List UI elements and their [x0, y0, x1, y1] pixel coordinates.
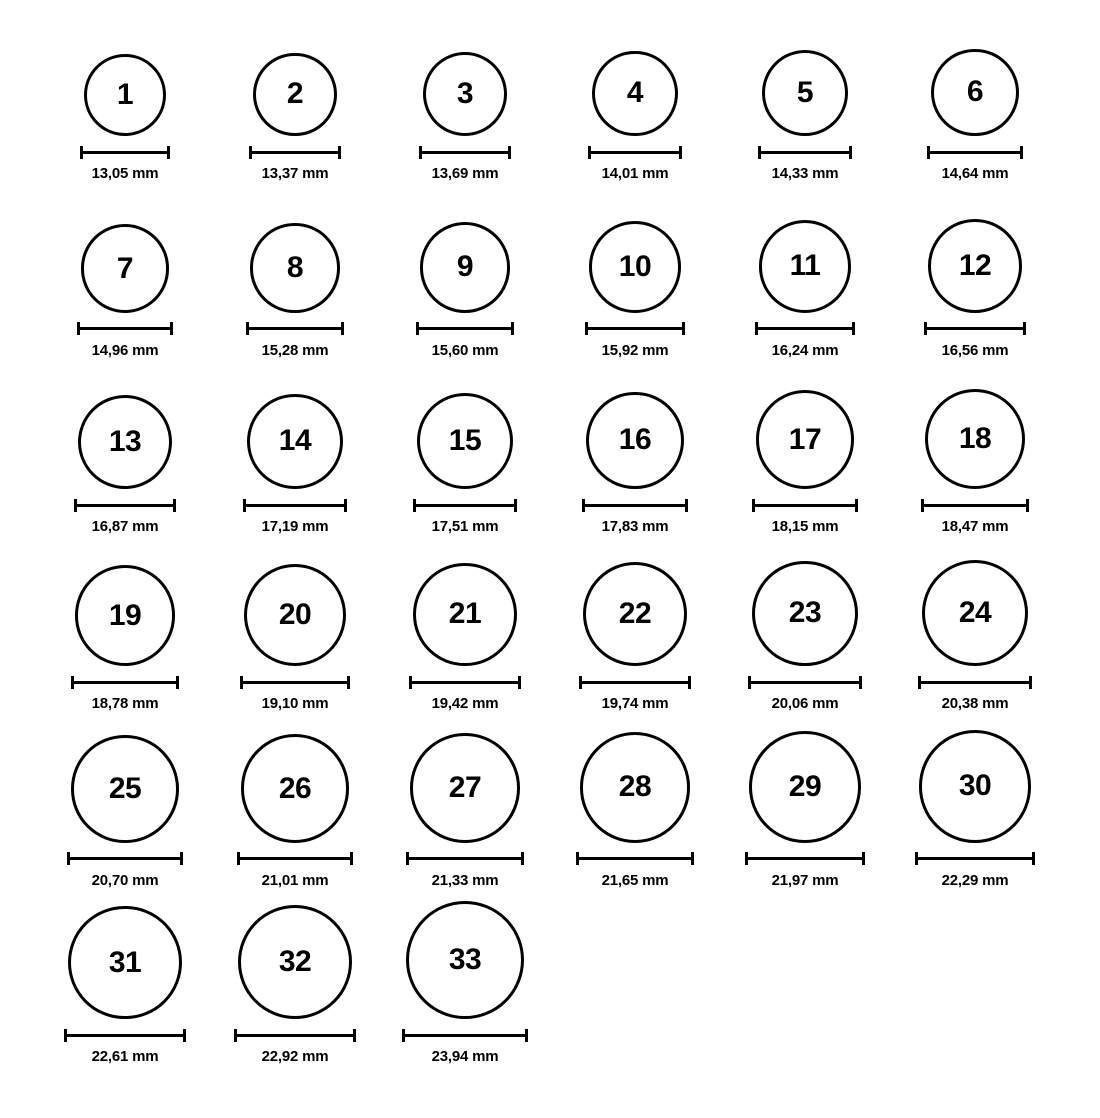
diameter-label: 22,29 mm	[941, 871, 1009, 889]
ring-circle-wrap	[380, 548, 550, 666]
diameter-measure-bar	[752, 498, 859, 512]
measure-cap-right-icon	[1020, 146, 1023, 159]
ring-size-cell	[40, 371, 210, 548]
ring-size-cell	[40, 18, 210, 195]
ring-size-number: 6	[966, 75, 984, 109]
measure-cap-left-icon	[588, 146, 591, 159]
ring-size-cell	[720, 371, 890, 548]
ring-circle	[925, 389, 1025, 489]
diameter-measure-bar	[406, 852, 523, 866]
diameter-measure-bar	[413, 498, 518, 512]
ring-size-number: 13	[108, 425, 142, 459]
diameter-label: 22,61 mm	[91, 1048, 159, 1066]
ring-size-cell	[40, 901, 210, 1078]
diameter-label: 20,38 mm	[941, 695, 1009, 712]
measure-cap-left-icon	[237, 852, 240, 865]
ring-circle-wrap	[40, 195, 210, 313]
ring-size-cell	[210, 548, 380, 725]
ring-size-chart	[0, 18, 1100, 1118]
ring-size-number: 1	[116, 78, 134, 111]
ring-size-number: 5	[796, 75, 814, 109]
ring-size-cell	[890, 195, 1060, 372]
measure-cap-left-icon	[409, 676, 412, 689]
measure-cap-left-icon	[918, 676, 921, 689]
measure-cap-right-icon	[344, 499, 347, 512]
measure-cap-right-icon	[511, 322, 514, 335]
ring-circle-wrap	[40, 725, 210, 843]
ring-circle	[749, 731, 860, 842]
ring-circle-wrap	[380, 18, 550, 136]
ring-size-cell	[40, 725, 210, 902]
diameter-label: 14,33 mm	[771, 165, 839, 182]
ring-size-number: 25	[108, 772, 142, 806]
ring-circle-wrap	[210, 195, 380, 313]
diameter-measure-bar	[243, 498, 347, 512]
ring-size-cell	[890, 548, 1060, 725]
ring-circle-wrap	[380, 901, 550, 1019]
measure-cap-right-icon	[862, 852, 865, 865]
ring-size-cell	[890, 371, 1060, 548]
diameter-label: 13,69 mm	[431, 165, 499, 182]
ring-circle-wrap	[550, 548, 720, 666]
measure-cap-left-icon	[249, 146, 252, 159]
diameter-measure-bar	[402, 1028, 528, 1042]
ring-circle-wrap	[890, 371, 1060, 489]
ring-circle	[928, 219, 1022, 313]
ring-circle	[247, 394, 343, 490]
ring-circle	[922, 560, 1028, 666]
ring-circle-wrap	[40, 18, 210, 136]
ring-size-number: 18	[958, 422, 992, 456]
diameter-measure-bar	[927, 145, 1022, 159]
ring-size-cell	[550, 725, 720, 902]
measure-cap-left-icon	[402, 1029, 405, 1042]
ring-circle-wrap	[210, 371, 380, 489]
ring-circle-wrap	[720, 548, 890, 666]
diameter-label: 18,47 mm	[941, 518, 1009, 536]
measure-cap-right-icon	[341, 322, 344, 335]
diameter-measure-bar	[758, 145, 852, 159]
ring-circle-wrap	[380, 195, 550, 313]
ring-size-number: 3	[456, 76, 474, 110]
measure-cap-left-icon	[67, 852, 70, 865]
measure-cap-right-icon	[1032, 852, 1035, 865]
ring-size-cell	[550, 195, 720, 372]
diameter-label: 14,64 mm	[941, 165, 1009, 182]
ring-circle-wrap	[890, 548, 1060, 666]
ring-circle-wrap	[40, 371, 210, 489]
diameter-measure-bar	[77, 322, 173, 336]
diameter-measure-bar	[576, 852, 694, 866]
diameter-measure-bar	[419, 145, 511, 159]
ring-size-cell	[380, 725, 550, 902]
ring-circle	[592, 51, 677, 136]
measure-cap-right-icon	[849, 146, 852, 159]
measure-cap-left-icon	[77, 322, 80, 335]
ring-circle-wrap	[550, 18, 720, 136]
ring-circle	[586, 392, 684, 490]
diameter-label: 21,97 mm	[771, 871, 839, 889]
diameter-measure-bar	[67, 852, 182, 866]
ring-size-number: 4	[626, 76, 644, 110]
ring-circle-wrap	[550, 371, 720, 489]
diameter-label: 16,87 mm	[91, 518, 159, 536]
ring-size-cell	[380, 371, 550, 548]
ring-circle-wrap	[890, 18, 1060, 136]
measure-cap-left-icon	[924, 322, 927, 335]
ring-size-number: 24	[958, 595, 992, 629]
ring-size-number: 17	[788, 422, 822, 456]
measure-cap-right-icon	[176, 676, 179, 689]
ring-circle-wrap	[210, 18, 380, 136]
ring-circle	[759, 220, 852, 313]
diameter-label: 17,51 mm	[431, 518, 499, 536]
measure-cap-right-icon	[852, 322, 855, 335]
measure-cap-right-icon	[347, 676, 350, 689]
ring-size-number: 2	[286, 77, 304, 111]
diameter-measure-bar	[80, 145, 170, 159]
ring-size-number: 32	[278, 945, 312, 979]
diameter-label: 13,37 mm	[261, 165, 329, 182]
measure-cap-left-icon	[243, 499, 246, 512]
measure-cap-left-icon	[748, 676, 751, 689]
ring-circle	[250, 223, 339, 312]
ring-circle-wrap	[720, 195, 890, 313]
diameter-label: 20,70 mm	[91, 871, 159, 889]
ring-size-number: 11	[789, 249, 821, 283]
measure-cap-left-icon	[234, 1029, 237, 1042]
ring-circle-wrap	[720, 725, 890, 843]
measure-cap-left-icon	[71, 676, 74, 689]
diameter-label: 20,06 mm	[771, 695, 839, 712]
ring-circle	[589, 221, 680, 312]
diameter-label: 21,01 mm	[261, 871, 329, 889]
ring-size-number: 9	[456, 250, 474, 284]
ring-circle-wrap	[40, 901, 210, 1019]
ring-size-number: 31	[108, 945, 142, 979]
measure-cap-right-icon	[521, 852, 524, 865]
diameter-label: 19,10 mm	[261, 695, 329, 712]
measure-cap-left-icon	[758, 146, 761, 159]
diameter-measure-bar	[921, 498, 1029, 512]
diameter-measure-bar	[588, 145, 681, 159]
diameter-label: 14,01 mm	[601, 165, 669, 182]
measure-cap-right-icon	[167, 146, 170, 159]
measure-cap-right-icon	[508, 146, 511, 159]
measure-cap-left-icon	[752, 499, 755, 512]
measure-cap-right-icon	[688, 676, 691, 689]
ring-circle	[580, 732, 690, 842]
diameter-label: 18,15 mm	[771, 518, 839, 536]
diameter-label: 17,83 mm	[601, 518, 669, 536]
ring-circle-wrap	[720, 371, 890, 489]
measure-cap-right-icon	[685, 499, 688, 512]
measure-cap-right-icon	[859, 676, 862, 689]
ring-size-cell	[720, 725, 890, 902]
ring-circle	[762, 50, 848, 136]
diameter-label: 19,74 mm	[601, 695, 669, 712]
ring-size-cell	[890, 18, 1060, 195]
ring-size-number: 27	[448, 770, 482, 804]
diameter-label: 13,05 mm	[91, 165, 159, 182]
ring-size-cell	[720, 195, 890, 372]
measure-cap-left-icon	[745, 852, 748, 865]
measure-cap-left-icon	[406, 852, 409, 865]
ring-size-cell	[720, 18, 890, 195]
ring-size-number: 23	[788, 596, 822, 630]
ring-size-cell	[210, 725, 380, 902]
diameter-label: 15,60 mm	[431, 341, 499, 359]
ring-circle	[417, 393, 514, 490]
measure-cap-left-icon	[419, 146, 422, 159]
ring-size-number: 21	[448, 597, 482, 631]
ring-circle-wrap	[890, 725, 1060, 843]
ring-size-number: 16	[618, 423, 652, 457]
diameter-measure-bar	[237, 852, 353, 866]
measure-cap-left-icon	[64, 1029, 67, 1042]
ring-circle-wrap	[210, 725, 380, 843]
diameter-label: 16,24 mm	[771, 341, 839, 359]
diameter-measure-bar	[240, 675, 350, 689]
measure-cap-right-icon	[1026, 499, 1029, 512]
diameter-label: 16,56 mm	[941, 341, 1009, 359]
ring-circle	[238, 905, 353, 1020]
ring-size-cell	[40, 548, 210, 725]
ring-size-cell	[210, 195, 380, 372]
measure-cap-left-icon	[246, 322, 249, 335]
ring-size-number: 26	[278, 771, 312, 805]
ring-size-cell	[720, 548, 890, 725]
ring-size-cell	[550, 18, 720, 195]
ring-circle	[253, 53, 336, 136]
diameter-measure-bar	[234, 1028, 357, 1042]
ring-size-cell	[380, 548, 550, 725]
measure-cap-left-icon	[74, 499, 77, 512]
diameter-label: 15,92 mm	[601, 341, 669, 359]
ring-circle-wrap	[550, 725, 720, 843]
ring-circle-wrap	[210, 901, 380, 1019]
ring-circle	[420, 222, 510, 312]
ring-circle	[583, 562, 687, 666]
diameter-label: 18,78 mm	[91, 695, 159, 712]
measure-cap-left-icon	[921, 499, 924, 512]
diameter-measure-bar	[579, 675, 691, 689]
ring-size-number: 28	[618, 770, 652, 804]
diameter-measure-bar	[416, 322, 514, 336]
ring-circle	[241, 734, 349, 842]
ring-size-cell	[40, 195, 210, 372]
diameter-measure-bar	[924, 322, 1026, 336]
ring-size-number: 29	[788, 769, 822, 803]
measure-cap-right-icon	[855, 499, 858, 512]
ring-size-number: 8	[286, 250, 304, 284]
ring-size-cell	[210, 18, 380, 195]
ring-circle	[423, 52, 507, 136]
diameter-measure-bar	[582, 498, 688, 512]
measure-cap-right-icon	[338, 146, 341, 159]
measure-cap-right-icon	[350, 852, 353, 865]
ring-circle	[244, 564, 346, 666]
diameter-measure-bar	[915, 852, 1036, 866]
ring-circle	[756, 390, 855, 489]
ring-circle	[75, 565, 176, 666]
diameter-measure-bar	[246, 322, 343, 336]
diameter-measure-bar	[64, 1028, 186, 1042]
ring-size-number: 19	[108, 598, 142, 632]
measure-cap-right-icon	[679, 146, 682, 159]
ring-size-number: 15	[448, 423, 482, 457]
ring-circle	[78, 395, 173, 490]
ring-circle	[81, 224, 169, 312]
measure-cap-right-icon	[691, 852, 694, 865]
measure-cap-left-icon	[413, 499, 416, 512]
ring-size-cell	[550, 548, 720, 725]
ring-circle	[752, 561, 857, 666]
diameter-label: 21,33 mm	[431, 871, 499, 889]
measure-cap-left-icon	[927, 146, 930, 159]
ring-circle	[919, 730, 1032, 843]
diameter-measure-bar	[585, 322, 684, 336]
measure-cap-left-icon	[582, 499, 585, 512]
measure-cap-right-icon	[353, 1029, 356, 1042]
diameter-label: 19,42 mm	[431, 695, 499, 712]
ring-size-number: 10	[618, 249, 652, 283]
measure-cap-left-icon	[755, 322, 758, 335]
measure-cap-right-icon	[518, 676, 521, 689]
ring-size-cell	[380, 901, 550, 1078]
ring-size-cell	[380, 195, 550, 372]
diameter-label: 21,65 mm	[601, 871, 669, 889]
ring-circle	[410, 733, 519, 842]
ring-circle-wrap	[550, 195, 720, 313]
ring-size-cell	[550, 371, 720, 548]
diameter-measure-bar	[745, 852, 864, 866]
ring-size-cell	[210, 901, 380, 1078]
ring-circle	[413, 563, 516, 666]
ring-circle-wrap	[890, 195, 1060, 313]
ring-circle-wrap	[380, 371, 550, 489]
measure-cap-right-icon	[183, 1029, 186, 1042]
ring-size-number: 33	[448, 943, 482, 977]
diameter-label: 17,19 mm	[261, 518, 329, 536]
ring-circle-wrap	[380, 725, 550, 843]
ring-circle	[406, 901, 524, 1019]
ring-size-number: 20	[278, 598, 312, 631]
ring-circle	[931, 49, 1018, 136]
ring-circle-wrap	[720, 18, 890, 136]
measure-cap-left-icon	[80, 146, 83, 159]
measure-cap-left-icon	[240, 676, 243, 689]
diameter-label: 23,94 mm	[431, 1048, 499, 1066]
ring-size-number: 12	[958, 248, 992, 282]
ring-circle	[68, 906, 182, 1020]
ring-size-number: 30	[958, 769, 992, 803]
ring-size-number: 14	[278, 424, 312, 458]
ring-circle	[84, 54, 166, 136]
measure-cap-right-icon	[1029, 676, 1032, 689]
measure-cap-right-icon	[170, 322, 173, 335]
diameter-label: 14,96 mm	[91, 341, 159, 359]
ring-size-number: 22	[618, 596, 652, 630]
measure-cap-right-icon	[173, 499, 176, 512]
measure-cap-left-icon	[915, 852, 918, 865]
diameter-measure-bar	[71, 675, 180, 689]
diameter-measure-bar	[74, 498, 177, 512]
measure-cap-left-icon	[585, 322, 588, 335]
diameter-label: 15,28 mm	[261, 341, 329, 359]
measure-cap-left-icon	[579, 676, 582, 689]
ring-size-cell	[890, 725, 1060, 902]
measure-cap-left-icon	[416, 322, 419, 335]
diameter-measure-bar	[755, 322, 856, 336]
measure-cap-right-icon	[180, 852, 183, 865]
diameter-label: 22,92 mm	[261, 1048, 329, 1066]
measure-cap-right-icon	[514, 499, 517, 512]
measure-cap-right-icon	[682, 322, 685, 335]
ring-size-cell	[380, 18, 550, 195]
diameter-measure-bar	[918, 675, 1032, 689]
ring-circle-wrap	[40, 548, 210, 666]
diameter-measure-bar	[748, 675, 861, 689]
diameter-measure-bar	[409, 675, 520, 689]
measure-cap-left-icon	[576, 852, 579, 865]
measure-cap-right-icon	[1023, 322, 1026, 335]
measure-cap-right-icon	[525, 1029, 528, 1042]
ring-circle	[71, 735, 178, 842]
ring-size-number: 7	[116, 251, 134, 285]
ring-circle-wrap	[210, 548, 380, 666]
ring-size-cell	[210, 371, 380, 548]
diameter-measure-bar	[249, 145, 340, 159]
ring-size-grid	[40, 18, 1060, 1078]
